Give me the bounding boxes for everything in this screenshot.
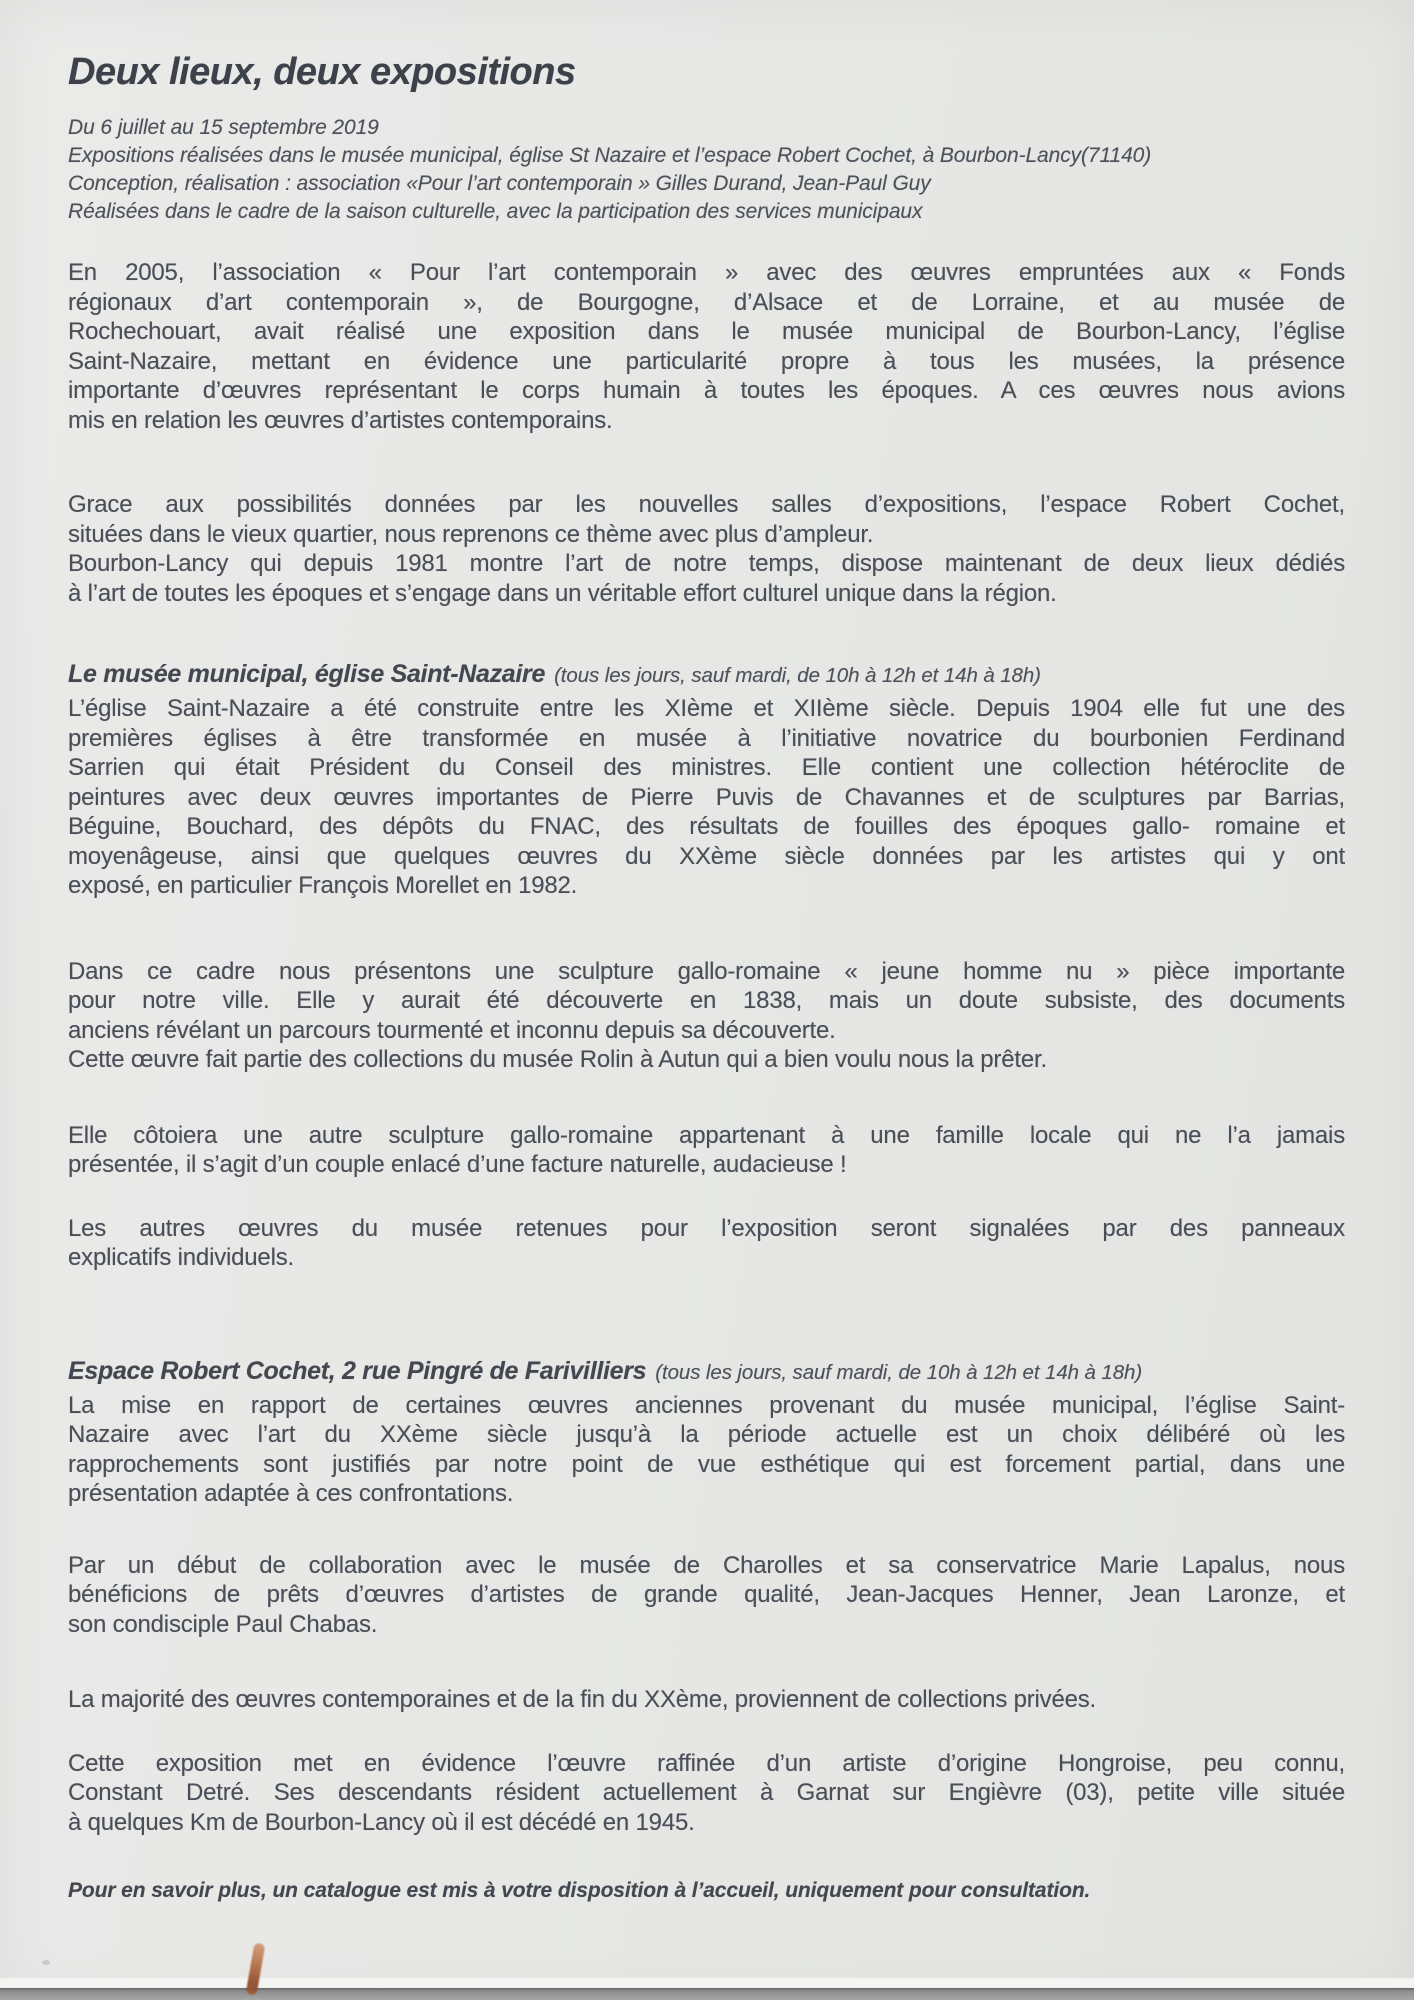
text-line: anciens révélant un parcours tourmenté et inconnu depuis sa découverte. [68,1016,836,1044]
text-line: importante d’œuvres représentant le corps humain à toutes les époques. A ces œuvres nous avions [68,377,1345,404]
subtitle-date-line: Du 6 juillet au 15 septembre 2019 [68,116,379,139]
body-paragraph-collaboration-charolles [68,1551,1345,1640]
body-paragraph-nouvelles-salles [68,490,1345,608]
text-line: En 2005, l’association « Pour l’art contemporain » avec des œuvres empruntées aux « Fonds [68,259,1345,286]
body-paragraph-sculpture-gallo-romaine [68,957,1345,1075]
text-line: Constant Detré. Ses descendants résident actuellement à Garnat sur Engièvre (03), petite ville située [68,1779,1345,1806]
text-line: présentation adaptée à ces confrontations. [68,1480,514,1507]
text-line: Saint-Nazaire, mettant en évidence une particularité propre à tous les musées, la présence [68,347,1345,375]
text-line: La majorité des œuvres contemporaines et de la fin du XXème, proviennent de collections privées. [68,1686,1097,1713]
section-heading-musee-municipal [68,658,1388,694]
text-line: Les autres œuvres du musée retenues pour l’exposition seront signalées par des panneaux [68,1214,1345,1242]
document-subtitle-block [68,114,1414,226]
body-paragraph-intro-2005 [68,258,1345,435]
text-line: régionaux d’art contemporain », de Bourgogne, d’Alsace et de Lorraine, et au musée de [68,288,1345,316]
text-line: bénéficions de prêts d’œuvres d’artistes de grande qualité, Jean-Jacques Henner, Jean Laronze, et [68,1581,1345,1608]
body-paragraph-mise-en-rapport [68,1391,1345,1509]
subtitle-credits-line: Conception, réalisation : association «Pour l’art contemporain » Gilles Durand, Jean-Paul Guy [68,172,931,195]
text-line: explicatifs individuels. [68,1244,294,1271]
body-paragraph-panneaux [68,1214,1345,1273]
text-line: premières églises à être transformée en musée à l’initiative novatrice du bourbonien Ferdinand [68,724,1345,752]
text-line: Cette œuvre fait partie des collections du musée Rolin à Autun qui a bien voulu nous la prêter. [68,1046,1047,1073]
body-paragraph-couple-enlace [68,1121,1345,1180]
text-line: La mise en rapport de certaines œuvres anciennes provenant du musée municipal, l’église Saint- [68,1391,1345,1419]
body-paragraph-collections-privees [68,1685,1345,1715]
text-line: Grace aux possibilités données par les nouvelles salles d’expositions, l’espace Robert Cochet, [68,491,1345,518]
text-line: L’église Saint-Nazaire a été construite entre les XIème et XIIème siècle. Depuis 1904 elle fut une des [68,695,1345,722]
text-line: à l’art de toutes les époques et s’engage dans un véritable effort culturel unique dans la région. [68,579,1057,607]
section-opening-hours: (tous les jours, sauf mardi, de 10h à 12h et 14h à 18h) [655,1360,1143,1384]
text-line: peintures avec deux œuvres importantes de Pierre Puvis de Chavannes et de sculptures par Barrias, [68,783,1345,811]
text-line: présentée, il s’agit d’un couple enlacé d’une facture naturelle, audacieuse ! [68,1151,847,1178]
section-title: Espace Robert Cochet, 2 rue Pingré de Farivilliers [68,1356,647,1385]
text-line: Par un début de collaboration avec le musée de Charolles et sa conservatrice Marie Lapalus, nous [68,1551,1345,1579]
text-line: Elle côtoiera une autre sculpture gallo-romaine appartenant à une famille locale qui ne l’a jamais [68,1121,1345,1149]
text-line: Rochechouart, avait réalisé une exposition dans le musée municipal de Bourbon-Lancy, l’église [68,318,1345,345]
document-title: Deux lieux, deux expositions [68,51,576,93]
catalogue-note: Pour en savoir plus, un catalogue est mis à votre disposition à l’accueil, uniquement pour consultation. [68,1879,1091,1902]
text-line: rapprochements sont justifiés par notre point de vue esthétique qui est forcement partial, dans une [68,1450,1345,1478]
scan-bottom-white-strip [0,1978,1414,1988]
section-title: Le musée municipal, église Saint-Nazaire [68,660,546,688]
text-line: moyenâgeuse, ainsi que quelques œuvres du XXème siècle données par les artistes qui y ont [68,842,1345,870]
body-paragraph-constant-detre [68,1749,1345,1838]
section-opening-hours: (tous les jours, sauf mardi, de 10h à 12h et 14h à 18h) [554,664,1041,687]
text-line: mis en relation les œuvres d’artistes contemporains. [68,406,613,434]
text-line: Béguine, Bouchard, des dépôts du FNAC, des résultats de fouilles des époques gallo- romaine et [68,813,1345,840]
subtitle-locations-line: Expositions réalisées dans le musée municipal, église St Nazaire et l’espace Robert Cochet, à Bourbon-Lancy(71140) [68,144,1152,167]
text-line: Sarrien qui était Président du Conseil des ministres. Elle contient une collection hétéroclite de [68,754,1345,781]
scan-speck [42,1960,50,1965]
text-line: Bourbon-Lancy qui depuis 1981 montre l’art de notre temps, dispose maintenant de deux lieux dédiés [68,550,1345,577]
text-line: pour notre ville. Elle y aurait été découverte en 1838, mais un doute subsiste, des documents [68,987,1345,1014]
text-line: son condisciple Paul Chabas. [68,1610,378,1638]
text-line: Nazaire avec l’art du XXème siècle jusqu’à la période actuelle est un choix délibéré où les [68,1421,1345,1448]
subtitle-season-line: Réalisées dans le cadre de la saison culturelle, avec la participation des services municipaux [68,200,923,223]
body-paragraph-eglise-histoire [68,694,1345,901]
section-heading-espace-robert-cochet [68,1355,1388,1391]
text-line: Dans ce cadre nous présentons une sculpture gallo-romaine « jeune homme nu » pièce importante [68,957,1345,985]
text-line: Cette exposition met en évidence l’œuvre raffinée d’un artiste d’origine Hongroise, peu connu, [68,1749,1345,1777]
text-line: à quelques Km de Bourbon-Lancy où il est décédé en 1945. [68,1808,695,1836]
scan-bottom-edge-band [0,1988,1414,2000]
text-line: exposé, en particulier François Morellet en 1982. [68,872,578,899]
text-line: situées dans le vieux quartier, nous reprenons ce thème avec plus d’ampleur. [68,520,874,548]
